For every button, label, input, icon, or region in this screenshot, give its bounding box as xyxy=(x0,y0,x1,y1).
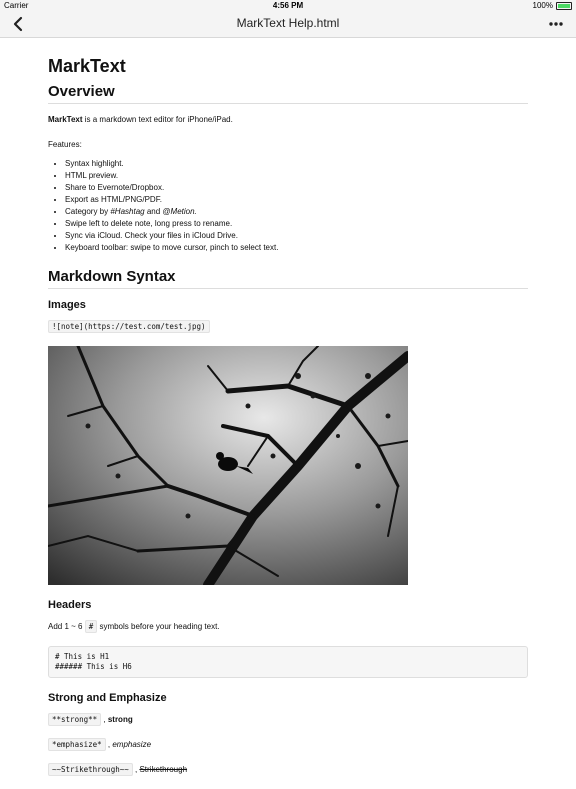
list-item: • HTML preview. xyxy=(65,170,528,182)
images-heading: Images xyxy=(48,299,86,311)
status-bar xyxy=(0,0,576,12)
list-item xyxy=(65,206,528,218)
headers-heading: Headers xyxy=(48,599,92,611)
clock: 4:56 PM xyxy=(272,1,304,10)
mention-example: @Metion. xyxy=(162,207,197,216)
strikethrough-code: ~~Strikethrough~~ xyxy=(48,763,133,776)
emphasize-code: *emphasize* xyxy=(48,738,106,751)
headers-text: Add 1 ~ 6 xyxy=(48,622,85,631)
navigation-bar xyxy=(0,12,576,38)
intro-paragraph xyxy=(48,114,528,125)
features-list xyxy=(48,158,528,254)
emphasize-result: emphasize xyxy=(112,740,152,749)
intro-text: is a markdown text editor for iPhone/iPad. xyxy=(82,115,233,124)
strikethrough-example xyxy=(48,764,528,775)
strong-heading: Strong and Emphasize xyxy=(48,692,167,704)
list-item-text: Category by xyxy=(65,207,111,216)
syntax-heading: Markdown Syntax xyxy=(48,268,528,289)
emphasize-example xyxy=(48,739,528,750)
battery-indicator xyxy=(533,0,572,12)
ellipsis-icon[interactable] xyxy=(548,16,564,32)
strong-code: **strong** xyxy=(48,713,101,726)
separator: , xyxy=(101,715,108,724)
images-example xyxy=(48,321,528,332)
bird-on-branch-photo xyxy=(48,346,408,585)
headers-paragraph xyxy=(48,621,528,632)
hashtag-example: #Hashtag xyxy=(110,207,145,216)
hash-code: # xyxy=(85,620,98,633)
overview-heading: Overview xyxy=(48,83,528,104)
separator: , xyxy=(105,740,113,749)
battery-percent: 100% xyxy=(532,1,553,10)
battery-icon xyxy=(556,2,572,10)
headers-text-post: symbols before your heading text. xyxy=(97,622,220,631)
list-item: • Share to Evernote/Dropbox. xyxy=(65,182,528,194)
page-title: MarkText Help.html xyxy=(236,16,340,30)
list-item: • Swipe left to delete note, long press to rename. xyxy=(65,218,528,230)
document-content xyxy=(48,38,528,789)
doc-title: MarkText xyxy=(48,56,126,76)
list-item: • Keyboard toolbar: swipe to move cursor, pinch to select text. xyxy=(65,242,528,254)
separator: , xyxy=(132,765,140,774)
features-label: Features: xyxy=(48,140,82,149)
carrier-label: Carrier xyxy=(4,1,29,10)
strikethrough-result: Strikethrough xyxy=(139,765,188,774)
strong-example xyxy=(48,714,528,725)
strong-result: strong xyxy=(107,715,133,724)
list-item: • Syntax highlight. xyxy=(65,158,528,170)
image-syntax-code: ![note](https://test.com/test.jpg) xyxy=(48,320,210,333)
list-item: • Sync via iCloud. Check your files in iCloud Drive. xyxy=(65,230,528,242)
headers-code-block: # This is H1 ###### This is H6 xyxy=(48,646,528,678)
list-item-text: and xyxy=(144,207,163,216)
intro-bold: MarkText xyxy=(48,115,83,124)
list-item: • Export as HTML/PNG/PDF. xyxy=(65,194,528,206)
